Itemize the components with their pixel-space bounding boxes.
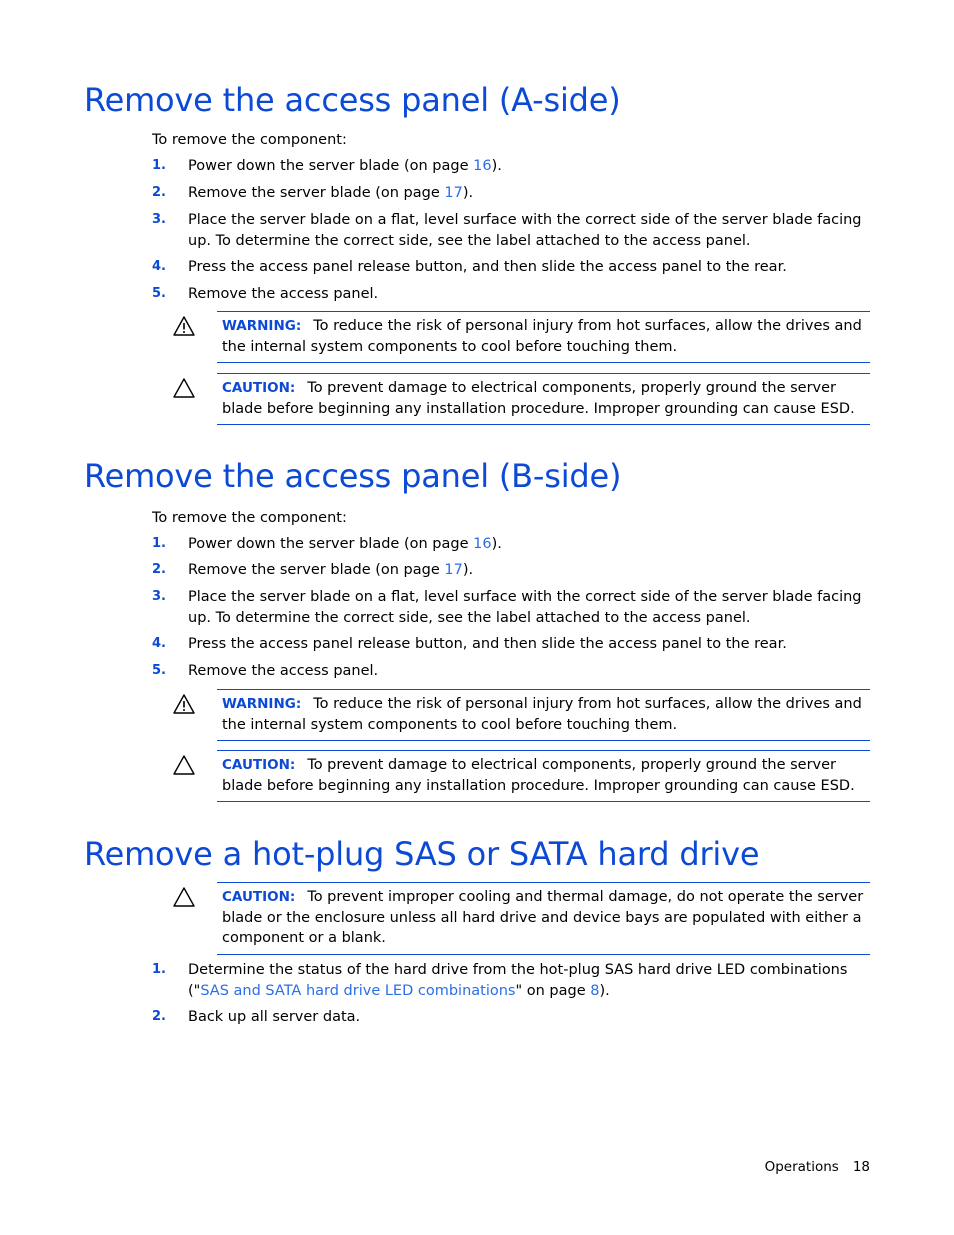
page-link[interactable]: 17 <box>444 185 463 201</box>
caution-icon <box>172 754 196 776</box>
note-label: CAUTION: <box>222 757 296 773</box>
step-number: 5. <box>152 663 166 678</box>
note-box <box>217 689 870 741</box>
step-number: 1. <box>152 158 166 173</box>
step-number: 2. <box>152 1009 166 1024</box>
step-text: Determine the status of the hard drive from the hot-plug SAS hard drive LED combinations ("SAS and SATA hard drive LED combinations" on page 8). <box>188 962 848 999</box>
note-text: To reduce the risk of personal injury from hot surfaces, allow the drives and the internal system components to cool before touching them. <box>222 318 862 355</box>
note-label: CAUTION: <box>222 889 296 905</box>
warning-icon <box>172 315 196 337</box>
intro-text: To remove the component: <box>152 132 347 148</box>
note-box <box>217 311 870 363</box>
step-number: 4. <box>152 636 166 651</box>
step-text: Press the access panel release button, and then slide the access panel to the rear. <box>188 259 787 275</box>
step-text: Remove the access panel. <box>188 663 379 679</box>
step-text: Remove the server blade (on page 17). <box>188 562 474 578</box>
step-text: Power down the server blade (on page 16). <box>188 536 502 552</box>
note-text: To prevent damage to electrical components, properly ground the server blade before beginning any installation procedure. Improper grounding can cause ESD. <box>222 757 855 794</box>
page-link[interactable]: 16 <box>473 158 492 174</box>
intro-text: To remove the component: <box>152 510 347 526</box>
warning-icon <box>172 693 196 715</box>
step-number: 1. <box>152 962 166 977</box>
step-text: Remove the access panel. <box>188 286 379 302</box>
note-label: WARNING: <box>222 318 302 334</box>
page-link[interactable]: 8 <box>590 982 600 999</box>
step-number: 1. <box>152 536 166 551</box>
note-box <box>217 750 870 802</box>
section-title-a-side: Remove the access panel (A-side) <box>84 81 621 119</box>
section-title-hot-plug-drive: Remove a hot-plug SAS or SATA hard drive <box>84 835 760 873</box>
note-label: WARNING: <box>222 696 302 712</box>
cross-reference-link[interactable]: SAS and SATA hard drive LED combinations <box>200 982 516 999</box>
footer-section-name: Operations <box>764 1159 839 1175</box>
note-text: To prevent damage to electrical components, properly ground the server blade before beginning any installation procedure. Improper grounding can cause ESD. <box>222 380 855 417</box>
step-number: 3. <box>152 212 166 227</box>
step-number: 2. <box>152 185 166 200</box>
note-box <box>217 373 870 425</box>
step-number: 3. <box>152 589 166 604</box>
page-number: 18 <box>852 1159 870 1175</box>
step-text: Place the server blade on a flat, level surface with the correct side of the server blade facing up. To determine the correct side, see the label attached to the access panel. <box>188 212 862 249</box>
step-text: Back up all server data. <box>188 1009 361 1025</box>
step-number: 2. <box>152 562 166 577</box>
note-box <box>217 882 870 955</box>
note-text: To prevent improper cooling and thermal damage, do not operate the server blade or the enclosure unless all hard drive and device bays are populated with either a component or a blank. <box>222 889 864 946</box>
caution-icon <box>172 886 196 908</box>
note-text: To reduce the risk of personal injury from hot surfaces, allow the drives and the internal system components to cool before touching them. <box>222 696 862 733</box>
note-label: CAUTION: <box>222 380 296 396</box>
step-number: 4. <box>152 259 166 274</box>
step-number: 5. <box>152 286 166 301</box>
step-text: Remove the server blade (on page 17). <box>188 185 474 201</box>
page-link[interactable]: 16 <box>473 536 492 552</box>
step-text: Place the server blade on a flat, level surface with the correct side of the server blade facing up. To determine the correct side, see the label attached to the access panel. <box>188 589 862 626</box>
caution-icon <box>172 377 196 399</box>
page-link[interactable]: 17 <box>444 562 463 578</box>
step-text: Press the access panel release button, and then slide the access panel to the rear. <box>188 636 787 652</box>
step-text: Power down the server blade (on page 16). <box>188 158 502 174</box>
page-footer <box>765 1158 870 1176</box>
section-title-b-side: Remove the access panel (B-side) <box>84 457 622 495</box>
